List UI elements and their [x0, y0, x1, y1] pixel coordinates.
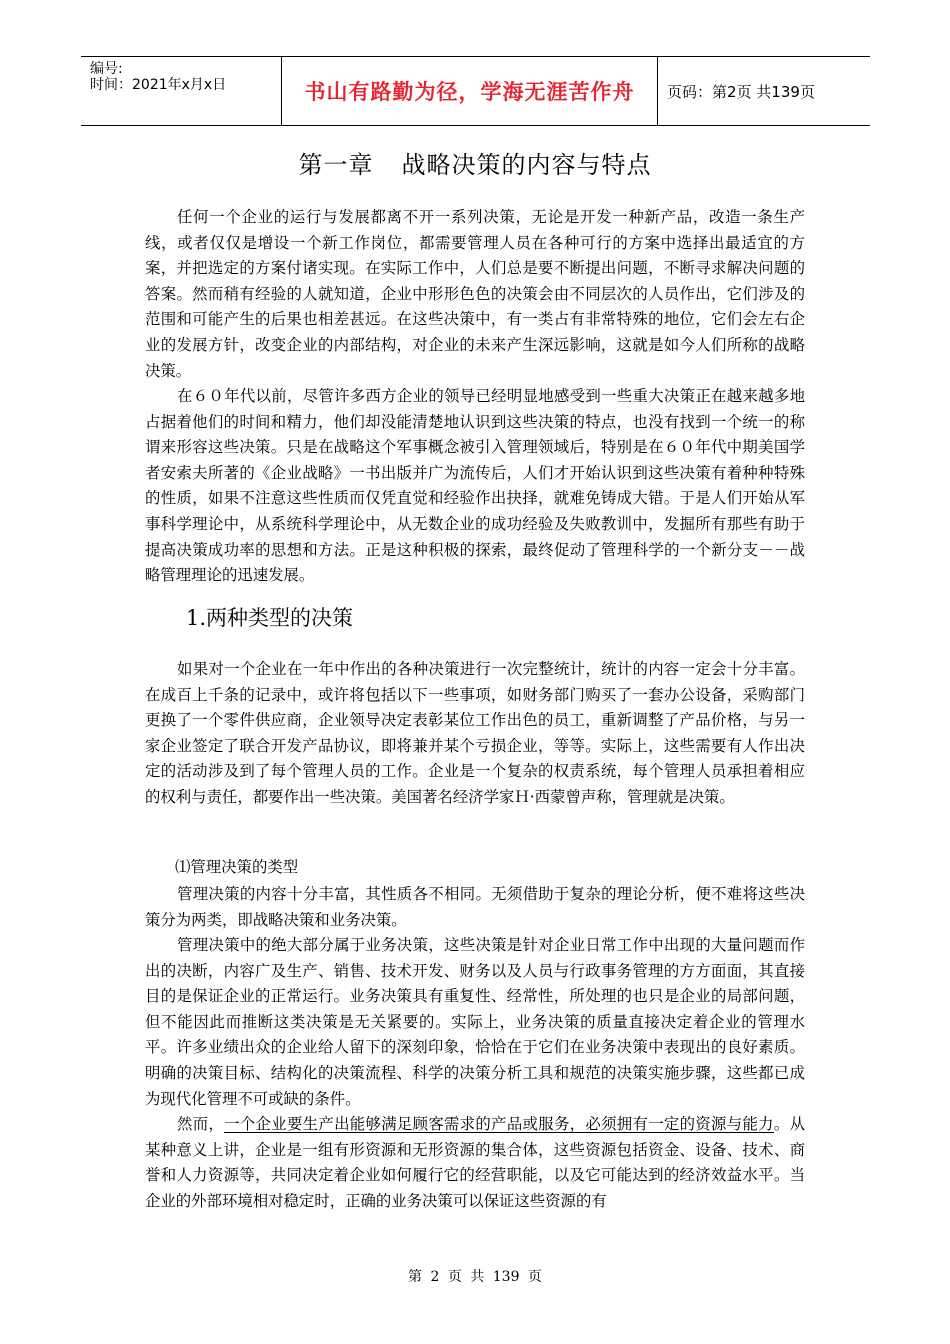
chapter-title: [0, 145, 950, 180]
paragraph-2: 在６０年代以前，尽管许多西方企业的领导已经明显地感受到一些重大决策正在越来越多地占据着他们的时间和精力，他们却没能清楚地认识到这些决策的特点，也没有找到一个统一的称谓来形容这些决策。只是在战略这个军事概念被引入管理领域后，特别是在６０年代中期美国学者安索夫所著的《企业战略》一书出版并广为流传后，人们才开始认识到这些决策有着种种特殊的性质，如果不注意这些性质而仅凭直觉和经验作出抉择，就难免铸成大错。于是人们开始从军事科学理论中，从系统科学理论中，从无数企业的成功经验及失败教训中，发掘所有那些有助于提高决策成功率的思想和方法。正是这种积极的探索，最终促动了管理科学的一个新分支－－战略管理理论的迅速发展。: [145, 387, 805, 585]
paragraph-5: 管理决策中的绝大部分属于业务决策，这些决策是针对企业日常工作中出现的大量问题而作出的决断，内容广及生产、销售、技术开发、财务以及人员与行政事务管理的方方面面，其直接目的是保证企业的正常运行。业务决策具有重复性、经常性，所处理的也只是企业的局部问题，但不能因此而推断这类决策是无关紧要的。实际上，业务决策的质量直接决定着企业的管理水平。许多业绩出众的企业给人留下的深刻印象，恰恰在于它们在业务决策中表现出的良好素质。明确的决策目标、结构化的决策流程、科学的决策分析工具和规范的决策实施步骤，这些都已成为现代化管理不可或缺的条件。: [145, 936, 805, 1108]
sub-heading: ⑴管理决策的类型: [175, 858, 299, 876]
header-page-info: [658, 57, 870, 125]
serial-label: 编号:: [90, 61, 123, 77]
chapter-number: 第一章: [298, 151, 374, 179]
page-info: 页码：第2页 共139页: [667, 82, 815, 101]
chapter-title-text: 战略决策的内容与特点: [401, 151, 652, 179]
header-motto-cell: [282, 57, 658, 125]
paragraph-6-start: 然而，: [177, 1115, 225, 1133]
page-header: [81, 56, 870, 126]
paragraph-1: 任何一个企业的运行与发展都离不开一系列决策，无论是开发一种新产品，改造一条生产线，或者仅仅是增设一个新工作岗位，都需要管理人员在各种可行的方案中选择出最适宜的方案，并把选定的方案付诸实现。在实际工作中，人们总是要不断提出问题，不断寻求解决问题的答案。然而稍有经验的人就知道，企业中形形色色的决策会由不同层次的人员作出，它们涉及的范围和可能产生的后果也相差甚远。在这些决策中，有一类占有非常特殊的地位，它们会左右企业的发展方针，改变企业的内部结构，对企业的未来产生深远影响，这就是如今人们所称的战略决策。: [145, 208, 805, 380]
underlined-sentence: 一个企业要生产出能够满足顾客需求的产品或服务，必须拥有一定的资源与能力: [224, 1115, 774, 1133]
date-label: 时间：2021年x月x日: [90, 77, 227, 93]
header-meta: [81, 57, 282, 125]
paragraph-4: 管理决策的内容十分丰富，其性质各不相同。无须借助于复杂的理论分析，便不难将这些决策分为两类，即战略决策和业务决策。: [145, 885, 805, 929]
section-heading: 1.两种类型的决策: [186, 606, 354, 630]
paragraph-6: [145, 1112, 805, 1214]
paragraph-6-rest: 。从某种意义上讲，企业是一组有形资源和无形资源的集合体，这些资源包括资金、设备、技术、商誉和人力资源等，共同决定着企业如何履行它的经营职能，以及它可能达到的经济效益水平。当企业的外部环境相对稳定时，正确的业务决策可以保证这些资源的有: [145, 1115, 805, 1210]
paragraph-3: 如果对一个企业在一年中作出的各种决策进行一次完整统计，统计的内容一定会十分丰富。在成百上千条的记录中，或许将包括以下一些事项，如财务部门购买了一套办公设备，采购部门更换了一个零件供应商，企业领导决定表彰某位工作出色的员工，重新调整了产品价格，与另一家企业签定了联合开发产品协议，即将兼并某个亏损企业，等等。实际上，这些需要有人作出决定的活动涉及到了每个管理人员的工作。企业是一个复杂的权责系统，每个管理人员承担着相应的权利与责任，都要作出一些决策。美国著名经济学家Ｈ·西蒙曾声称，管理就是决策。: [145, 660, 805, 806]
page-footer: 第 2 页 共 139 页: [408, 1269, 542, 1285]
motto: 书山有路勤为径，学海无涯苦作舟: [304, 80, 635, 104]
